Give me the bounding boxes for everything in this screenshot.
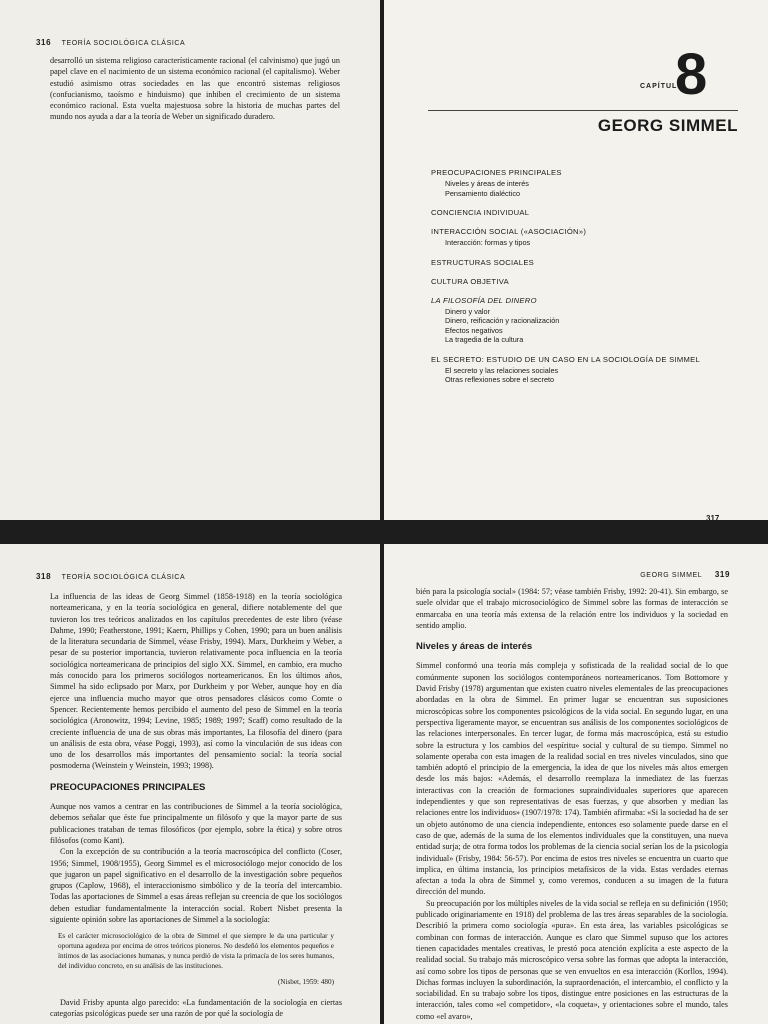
chapter-label: CAPÍTULO [640,83,684,90]
paragraph: La influencia de las ideas de Georg Simmel (1858-1918) en la teoría sociológica norteamericana, y en la teoría sociológica en general, difiere notablemente del que tuvieron los tres teóricos analizados en los capítulos precedentes de este libro (véase Dahme, 1990; Featherstone, 1991; Kaern, Phillips y Cohen, 1990; para un buen análisis de la literatura secundaria de Simmel, véase Frisby, 1994). Marx, Durkheim y Weber, a pesar de su posterior importancia, tuvieron relativamente poca influencia en la teoría sociológica norteamericana de principios del siglo XX. Simmel, en cambio, era mucho más conocido para los primeros sociólogos norteamericanos. En los últimos años, Simmel ha sido eclipsado por Marx, por Durkheim y por Weber, aunque hoy en día ejerce una influencia mucho mayor que otros pensadores clásicos como Comte o Spencer. Recientemente hemos percibido el aumento del peso de Simmel en la teoría sociológica (Aronowitz, 1994; Levine, 1985; 1989; 1997; Scaff) como resultado de la creciente influencia de una de sus obras más importantes, La filosofía del dinero (para un análisis de esta obra, véase Poggi, 1993), así como la vinculación de sus ideas con uno de los desarrollos más importantes del pensamiento social: la teoría social posmoderna (Weinstein y Weinstein, 1993; 1998). [50,592,342,771]
page-number: 318 [36,572,52,581]
section-heading: Niveles y áreas de interés [416,641,533,653]
block-quote: Es el carácter microsociológico de la obra de Simmel el que siempre le da una particular y oportuna agudeza por encima de otros teóricos pioneros. No desdeñó los elementos pequeños e íntimos de las asociaciones humanas, y nunca perdió de vista la primacía de los seres humanos, del individuo concreto, en su análisis de las instituciones. [58,932,334,971]
chapter-title: GEORG SIMMEL [597,116,738,135]
divider [428,110,738,111]
toc-subsection: El secreto y las relaciones sociales [445,365,559,375]
body-text [50,591,342,1019]
paragraph: Con la excepción de su contribución a la teoría macroscópica del conflicto (Coser, 1956; Simmel, 1908/1955), Georg Simmel es el microsociólogo mejor conocido de los que jugaron un papel significativo en el desarrollo de la investigación sobre pequeños grupos (Caplow, 1968), el interaccionismo simbólico y de la teoría del intercambio. Todas las aportaciones de Simmel a esas áreas reflejan su creencia de que los sociólogos deben estudiar fundamentalmente la interacción social. Robert Nisbet presenta la siguiente opinión sobre las aportaciones de Simmel a la sociología: [50,847,342,925]
toc-section [431,258,741,267]
toc-section [431,227,741,248]
page-317 [384,0,768,520]
body-text [50,55,340,123]
toc-subsection: Otras reflexiones sobre el secreto [445,375,555,384]
running-head-text: GEORG SIMMEL [640,572,703,579]
toc-section-title: PREOCUPACIONES PRINCIPALES [431,168,562,177]
paragraph: desarrolló un sistema religioso característicamente racional (el calvinismo) que jugó un papel clave en el nacimiento de un sistema económico racional (el capitalismo). Weber estudió asimismo otras sociedades en las que encontró sistemas religiosos (confucianismo, taoísmo e hinduismo) que inhiben el crecimiento de un sistema económico racional. Esta vuelta majestuosa sobre la historia de muchas partes del mundo nos ayuda a dar a la teoría de Weber un significado duradero. [50,56,340,122]
page-number: 316 [36,38,52,47]
toc-subsection: Dinero, reificación y racionalización [445,316,560,325]
running-header [36,572,185,581]
toc-section-title: CULTURA OBJETIVA [431,276,509,286]
toc-section-title: EL SECRETO: ESTUDIO DE UN CASO EN LA SOCIOLOGÍA DE SIMMEL [431,354,701,364]
paragraph: Su preocupación por los múltiples niveles de la vida social se refleja en su definición (1950; publicado originariamente en 1918) del problema de las tres áreas separables de la sociología. Describió la primera como sociología «pura». En esta área, las variables psicológicas se combinan con formas de interacción. Aunque es claro que Simmel supuso que los actores tienen capacidades mentales creativas, le prestó poca atención explícita a este aspecto de la realidad social. Su trabajo más microscópico versa sobre las formas que adopta la interacción, así como sobre los tipos de personas que se ven envueltos en esa interacción (Korllos, 1994). Dichas formas incluyen la subordinación, la supraordenación, el intercambio, el conflicto y la sociabilidad. En su trabajo sobre los tipos, distingue entre posiciones en las estructuras de la interacción, tales como «el competidor», «la coqueta», y orientaciones sobre el mundo, tales como «el avaro», [416,898,728,1021]
section-heading: PREOCUPACIONES PRINCIPALES [50,781,206,793]
paragraph: bién para la psicología social» (1984: 57; véase también Frisby, 1992: 20-41). Sin embargo, se suele olvidar que el trabajo microsociológico de Simmel sobre las formas de interacción se enmarcaba en una teoría más extensa de la relación entre los individuos y la sociedad en sentido amplio. [416,587,728,630]
page-number: 317 [706,514,720,520]
toc-subsection: Interacción: formas y tipos [445,238,531,247]
toc-section-title: INTERACCIÓN SOCIAL («ASOCIACIÓN») [431,227,587,236]
page-316 [0,0,380,520]
toc-section [431,277,741,286]
toc-section-title: LA FILOSOFÍA DEL DINERO [431,295,537,305]
toc-section [431,208,741,217]
chapter-number: 8 [675,42,708,107]
chapter-contents [431,168,741,395]
page-318 [0,544,380,1024]
paragraph: Simmel conformó una teoría más compleja y sofisticada de la realidad social de lo que comúnmente suponen los sociólogos contemporáneos norteamericanos. Tom Bottomore y David Frisby (1978) argumentan que existen cuatro niveles elementales de las preocupaciones abordadas en la obra de Simmel. En primer lugar se encuentran sus suposiciones microscópicas sobre los componentes psicológicos de la vida social. En segundo lugar, en una perspectiva ligeramente mayor, se encuentran sus análisis de los componentes sociológicos de las relaciones interpersonales. En tercer lugar, de forma más macroscópica, está su estudio sobre la estructura y los cambios del «espíritu» social y cultural de su tiempo. Simmel no solamente operaba con esta imagen de la realidad social en tres niveles vinculados, sino que también adoptó el principio de la emergencia, la idea de que los niveles más altos emergen desde los más bajos: «Además, el desarrollo reemplaza la inmediatez de las fuerzas interactivas con la creación de formaciones supraindividuales superiores que aparecen independientes y que son representativas de esas fuerzas, y que absorben y median las relaciones entre los individuos» (1907/1978: 174). También afirmaba: «Si la sociedad ha de ser un objeto autónomo de una ciencia independiente, entonces eso solamente puede darse en el caso de que, además de la suma de los elementos individuales que la constituyen, una nueva entidad surja; de otra forma todos los problemas de la ciencia social serían los de la psicología individual» (Frisby, 1984: 56-57). Por encima de estos tres niveles se encuentra un cuarto que implica, en última instancia, los principios metafísicos de la vida. Estas verdades eternas afectan a toda la obra de Simmel y, como veremos, conducen a su imagen de la futura dirección del mundo. [416,661,728,897]
running-head-text: TEORÍA SOCIOLÓGICA CLÁSICA [61,574,186,581]
body-text [416,586,728,1022]
running-head-text: TEORÍA SOCIOLÓGICA CLÁSICA [61,40,186,47]
toc-subsection: La tragedia de la cultura [445,335,524,344]
toc-section [431,168,741,198]
toc-section [431,355,741,385]
page-number: 319 [714,570,730,579]
page-319 [384,544,768,1024]
quote-source: (Nisbet, 1959: 480) [277,978,334,987]
toc-subsection: Niveles y áreas de interés [445,179,529,188]
toc-subsection: Efectos negativos [445,325,503,335]
running-header [36,38,185,47]
toc-section-title: CONCIENCIA INDIVIDUAL [431,208,530,217]
toc-subsection: Dinero y valor [445,306,491,316]
running-header [640,570,738,579]
toc-section-title: ESTRUCTURAS SOCIALES [431,257,535,267]
paragraph: Aunque nos vamos a centrar en las contribuciones de Simmel a la teoría sociológica, debemos señalar que éste fue principalmente un filósofo y que la mayor parte de sus publicaciones trataban de temas filosóficos (por ejemplo, sobre la ética) y sobre otros filósofos (como Kant). [50,802,342,845]
toc-section [431,296,741,345]
toc-subsection: Pensamiento dialéctico [445,188,521,198]
paragraph: David Frisby apunta algo parecido: «La fundamentación de la sociología en ciertas categorías psicológicas puede ser una razón de por qué la sociología de [50,997,342,1018]
